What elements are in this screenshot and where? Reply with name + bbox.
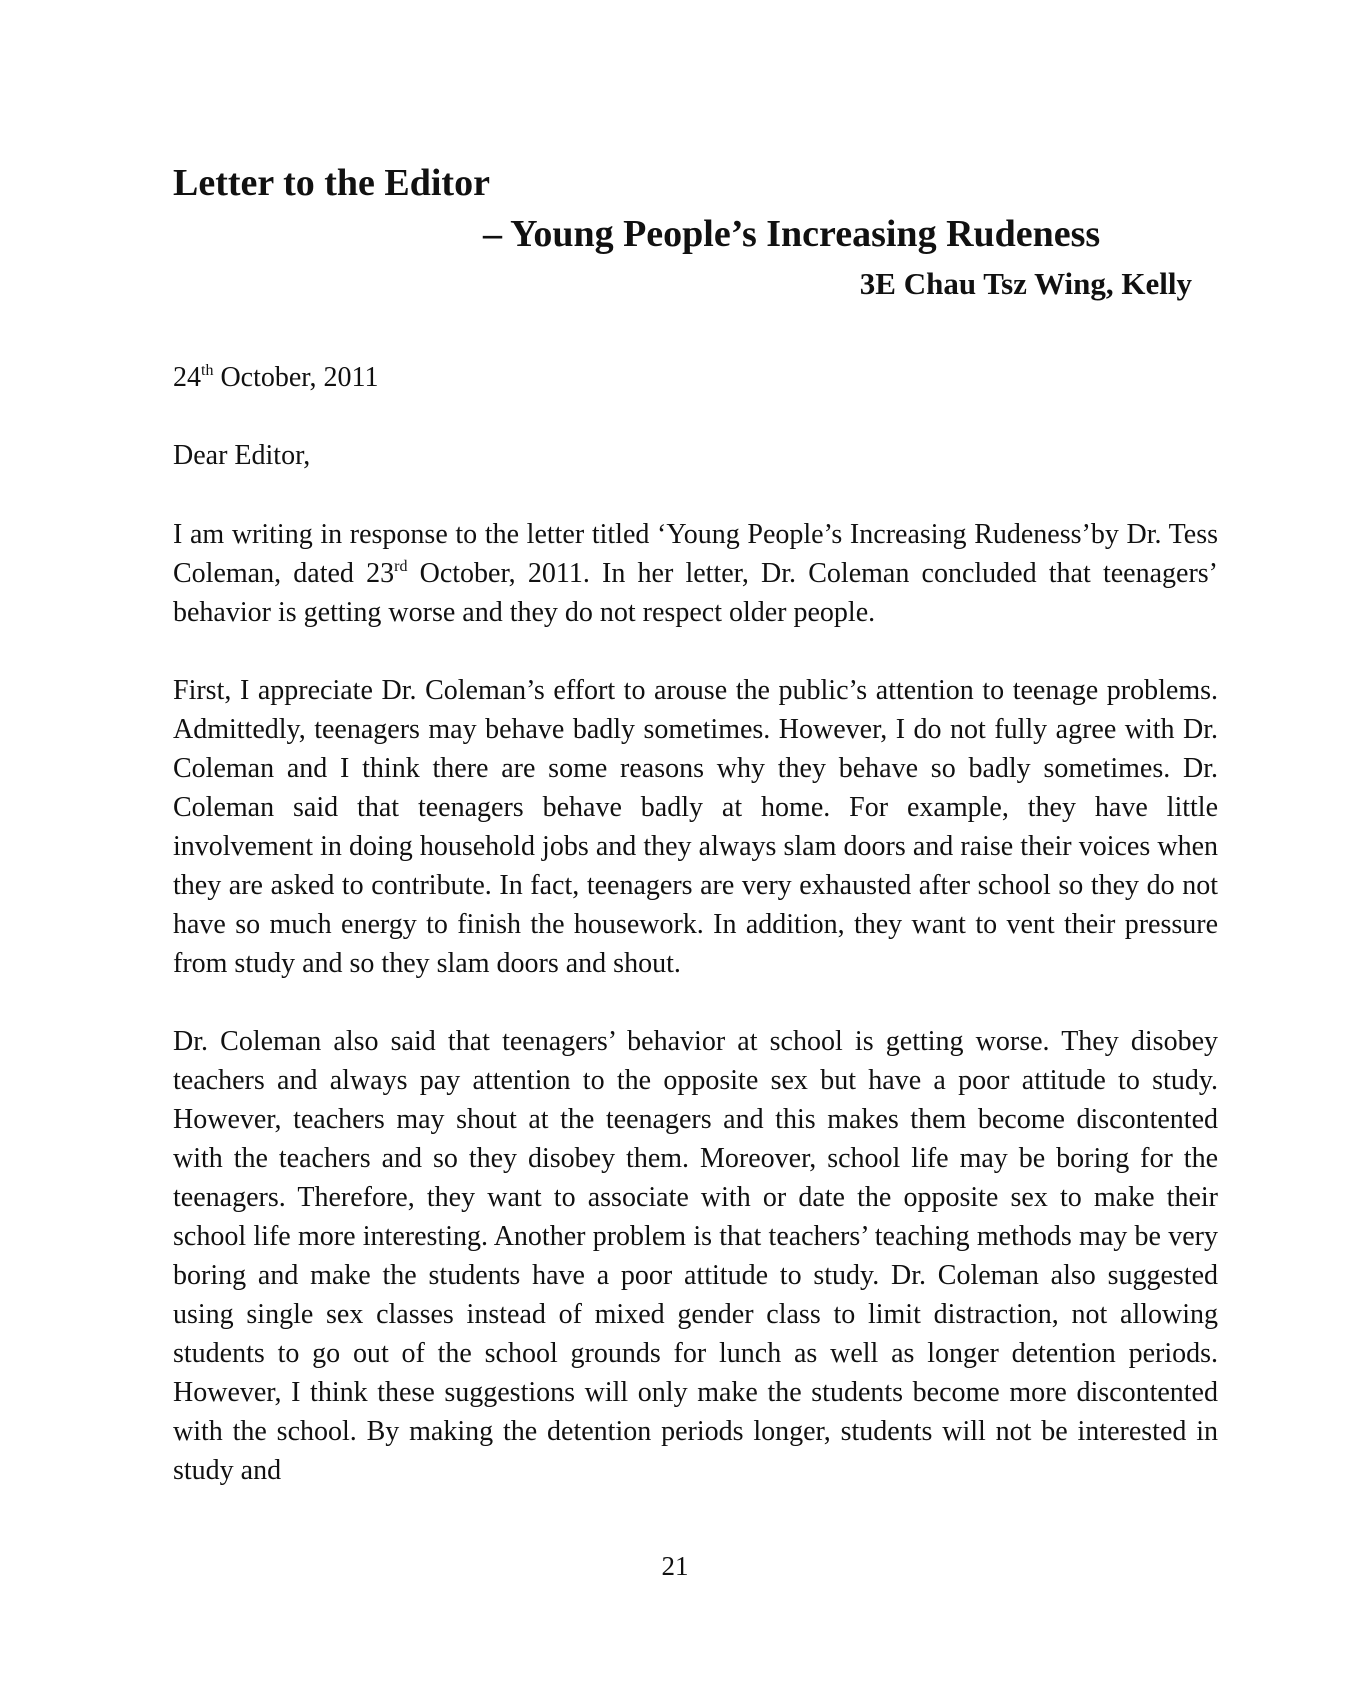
paragraph-home-behavior: First, I appreciate Dr. Coleman’s effort to arouse the public’s attention to teenage problems. Admittedly, teenagers may behave badly sometimes. However, I do not fully agree with Dr. Coleman and I think there are some reasons why they behave so badly sometimes. Dr. Coleman said that teenagers behave badly at home. For example, they have little involvement in doing household jobs and they always slam doors and raise their voices when they are asked to contribute. In fact, teenagers are very exhausted after school so they do not have so much energy to finish the housework. In addition, they want to vent their pressure from study and so they slam doors and shout. (173, 675, 1218, 979)
date-ordinal-suffix: rd (394, 558, 408, 575)
paragraph-intro (173, 515, 1218, 632)
page-number: 21 (661, 1551, 689, 1581)
author-name: 3E Chau Tsz Wing, Kelly (859, 266, 1192, 301)
letter-date (173, 359, 378, 397)
letter-body (173, 515, 1218, 1529)
paragraph-school-behavior: Dr. Coleman also said that teenagers’ behavior at school is getting worse. They disobey teachers and always pay attention to the opposite sex but have a poor attitude to study. However, teachers may shout at the teenagers and this makes them become discontented with the teachers and so they disobey them. Moreover, school life may be boring for the teenagers. Therefore, they want to associate with or date the opposite sex to make their school life more interesting. Another problem is that teachers’ teaching methods may be very boring and make the students have a poor attitude to study. Dr. Coleman also suggested using single sex classes instead of mixed gender class to limit distraction, not allowing students to go out of the school grounds for lunch as well as longer detention periods. However, I think these suggestions will only make the students become more discontented with the school. By making the detention periods longer, students will not be interested in study and (173, 1026, 1218, 1486)
paragraph-intro-text-2: October, 2011. In her letter, Dr. Coleman concluded that teenagers’ behavior is getting worse and they do not respect older people. (173, 558, 1218, 628)
letter-title: Letter to the Editor (173, 162, 490, 204)
date-month-year: October, 2011 (213, 362, 379, 393)
date-day: 24 (173, 362, 201, 393)
date-day-suffix: th (201, 362, 214, 379)
letter-subtitle: – Young People’s Increasing Rudeness (483, 213, 1101, 255)
paragraph-intro-text-1: I am writing in response to the letter titled ‘Young People’s Increasing Rudeness’by Dr. Tess Coleman, dated 23 (173, 519, 1218, 589)
salutation: Dear Editor, (173, 440, 311, 471)
